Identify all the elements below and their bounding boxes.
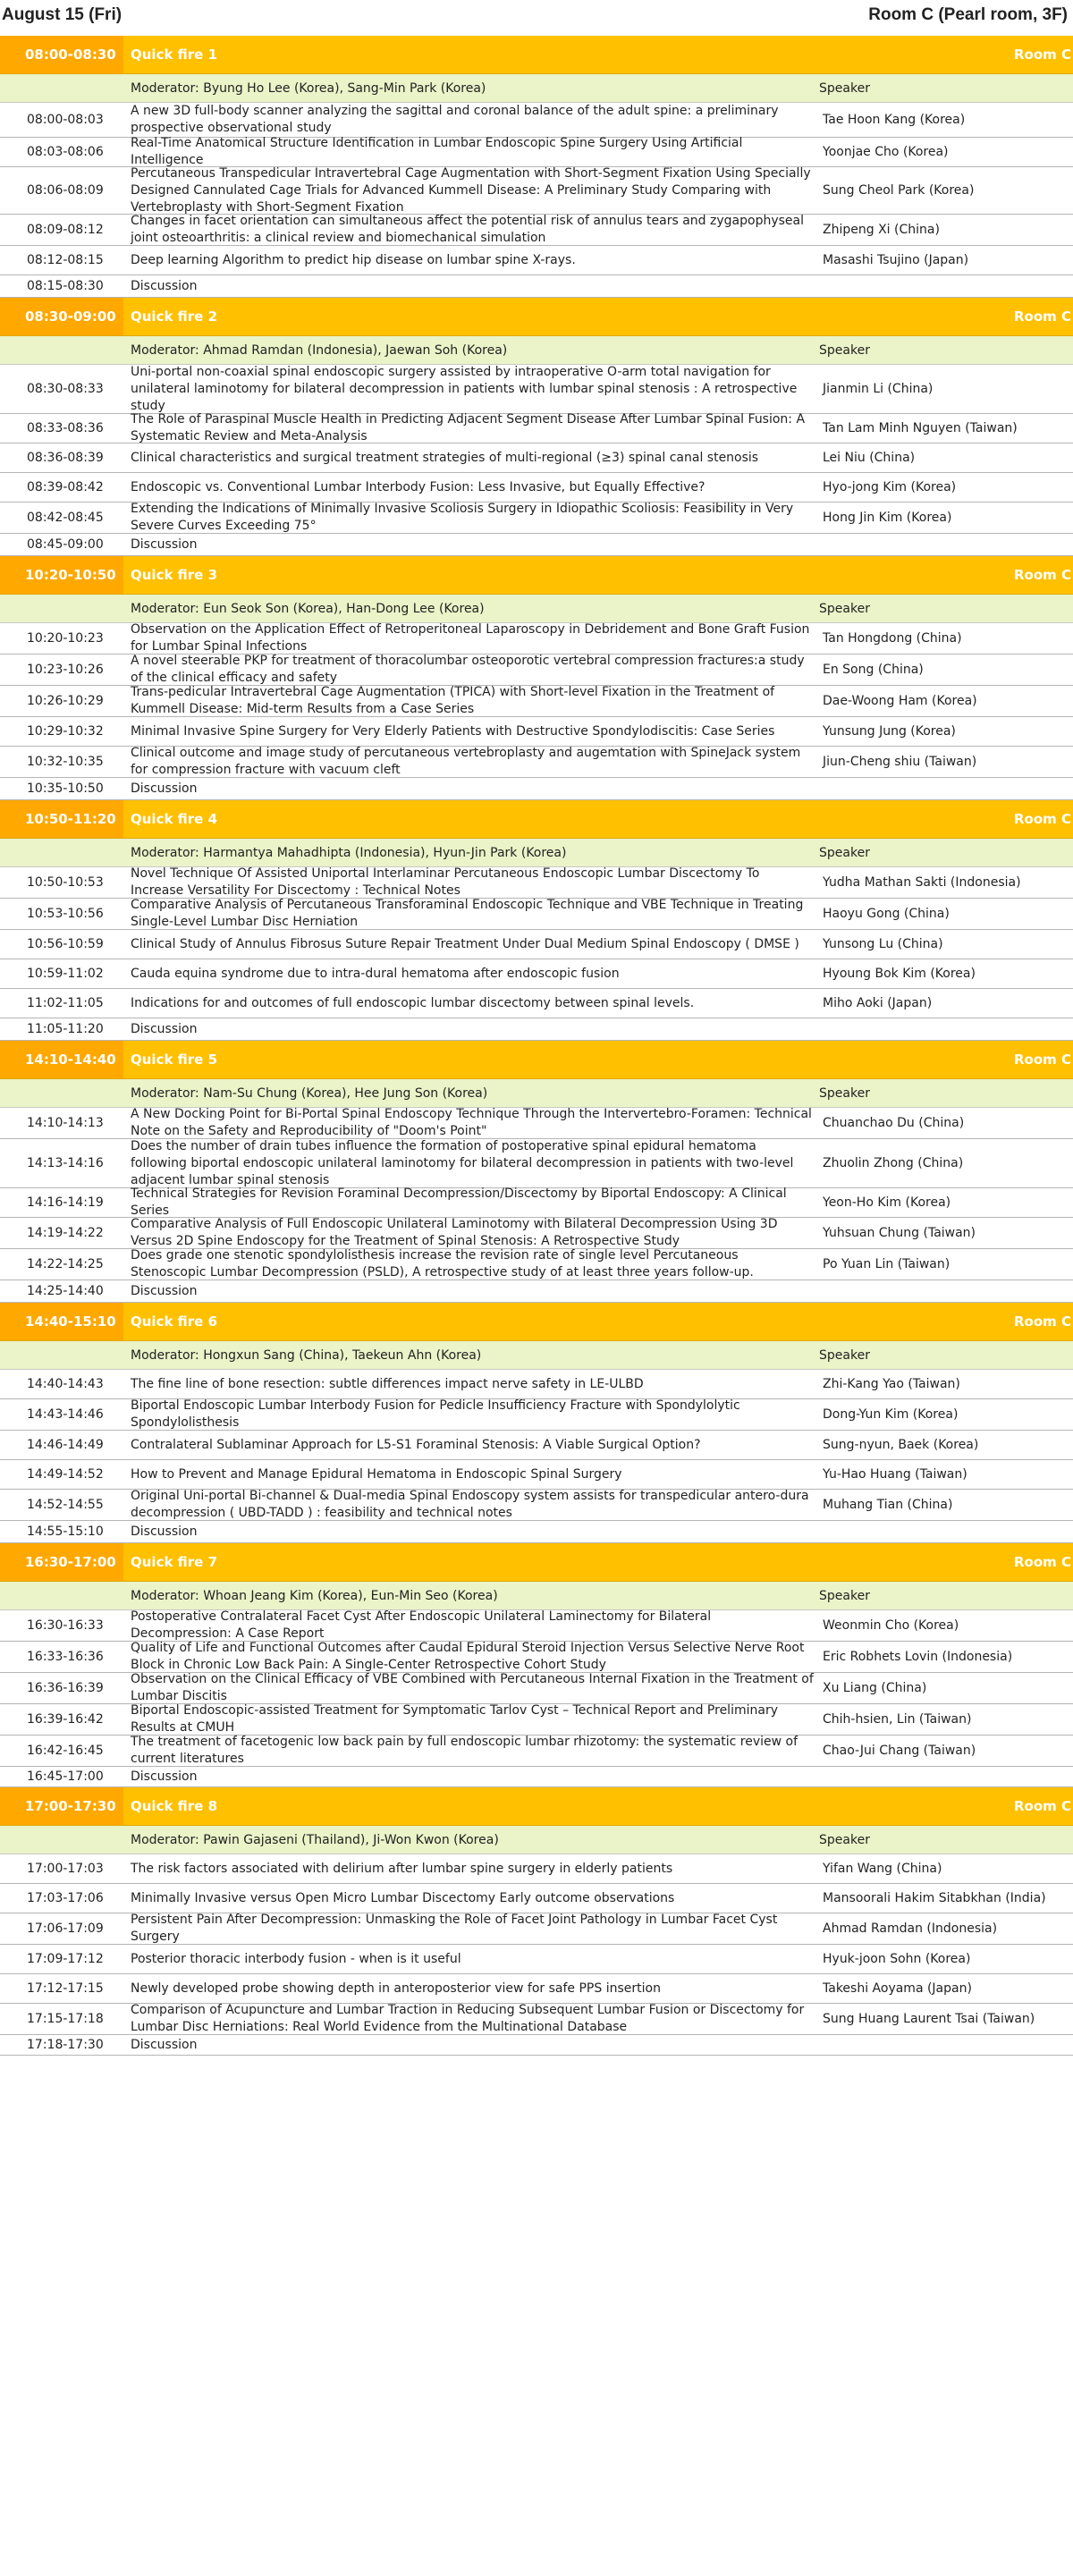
talk-row bbox=[0, 930, 1073, 959]
talk-row bbox=[0, 1431, 1073, 1460]
talk-row bbox=[0, 365, 1073, 414]
talk-title: Observation on the Clinical Efficacy of VBE Combined with Percutaneous Internal Fixation in the Treatment of Lumbar Discitis bbox=[131, 1672, 814, 1703]
discussion-label: Discussion bbox=[131, 1769, 198, 1784]
talk-title: Biportal Endoscopic-assisted Treatment for Symptomatic Tarlov Cyst – Technical Report and Preliminary Results at CMUH bbox=[131, 1703, 778, 1735]
session-title: Quick fire 6 bbox=[131, 1313, 218, 1330]
talk-title: Real-Time Anatomical Structure Identification in Lumbar Endoscopic Spine Surgery Using Artificial Intelligence bbox=[131, 136, 743, 167]
speaker-column-label: Speaker bbox=[819, 1085, 870, 1101]
talk-title: Minimally Invasive versus Open Micro Lumbar Discectomy Early outcome observations bbox=[131, 1890, 675, 1905]
talk-speaker: Xu Liang (China) bbox=[823, 1680, 927, 1695]
discussion-time: 08:15-08:30 bbox=[27, 278, 104, 293]
talk-row bbox=[0, 103, 1073, 138]
moderator-names: Moderator: Hongxun Sang (China), Taekeun Ahn (Korea) bbox=[131, 1347, 482, 1363]
session-block bbox=[0, 298, 1073, 556]
talk-time: 14:13-14:16 bbox=[27, 1155, 104, 1170]
session-time: 08:30-09:00 bbox=[0, 298, 123, 335]
session-block bbox=[0, 1787, 1073, 2056]
talk-title: Clinical Study of Annulus Fibrosus Suture Repair Treatment Under Dual Medium Spinal Endoscopy ( DMSE ) bbox=[131, 936, 799, 951]
talk-speaker: Zhipeng Xi (China) bbox=[823, 222, 940, 237]
talk-time: 17:09-17:12 bbox=[27, 1951, 104, 1966]
talk-time: 16:33-16:36 bbox=[27, 1649, 104, 1664]
talk-title: Comparative Analysis of Percutaneous Transforaminal Endoscopic Technique and VBE Technique in Treating Single-Level Lumbar Disc Herniation bbox=[131, 898, 804, 929]
session-title: Quick fire 7 bbox=[131, 1554, 218, 1570]
talk-title: Deep learning Algorithm to predict hip disease on lumbar spine X-rays. bbox=[131, 252, 576, 267]
discussion-row bbox=[0, 778, 1073, 800]
talk-speaker: Muhang Tian (China) bbox=[823, 1497, 953, 1512]
discussion-label: Discussion bbox=[131, 1524, 198, 1539]
moderator-row bbox=[0, 1826, 1073, 1854]
talk-time: 08:42-08:45 bbox=[27, 510, 104, 525]
discussion-time: 14:55-15:10 bbox=[27, 1524, 104, 1539]
talk-row bbox=[0, 989, 1073, 1018]
talk-speaker: Tae Hoon Kang (Korea) bbox=[823, 112, 966, 127]
talk-title: Newly developed probe showing depth in anteroposterior view for safe PPS insertion bbox=[131, 1981, 661, 1996]
session-time: 14:10-14:40 bbox=[0, 1041, 123, 1078]
program-date: August 15 (Fri) bbox=[2, 5, 123, 24]
discussion-time: 17:18-17:30 bbox=[27, 2037, 104, 2052]
session-block bbox=[0, 1543, 1073, 1787]
moderator-names: Moderator: Pawin Gajaseni (Thailand), Ji-Won Kwon (Korea) bbox=[131, 1832, 499, 1847]
talk-title: Comparison of Acupuncture and Lumbar Traction in Reducing Subsequent Lumbar Fusion or Discectomy for Lumbar Disc Herniations: Real World Evidence from the Multinational Database bbox=[131, 2003, 805, 2034]
discussion-label: Discussion bbox=[131, 1021, 198, 1036]
talk-time: 17:12-17:15 bbox=[27, 1981, 104, 1996]
talk-title: Persistent Pain After Decompression: Unmasking the Role of Facet Joint Pathology in Lumbar Facet Cyst Surgery bbox=[131, 1913, 778, 1944]
talk-row bbox=[0, 215, 1073, 246]
talk-time: 14:52-14:55 bbox=[27, 1497, 104, 1512]
talk-time: 14:22-14:25 bbox=[27, 1256, 104, 1271]
talk-time: 08:36-08:39 bbox=[27, 450, 104, 465]
talk-title: Novel Technique Of Assisted Uniportal Interlaminar Percutaneous Endoscopic Lumbar Discectomy To Increase Versatility For Discectomy : Technical Notes bbox=[131, 866, 760, 898]
speaker-column-label: Speaker bbox=[819, 80, 870, 96]
talk-time: 10:32-10:35 bbox=[27, 754, 104, 769]
talk-title: Clinical characteristics and surgical treatment strategies of multi-regional (≥3) spinal canal stenosis bbox=[131, 450, 759, 465]
talk-time: 16:30-16:33 bbox=[27, 1617, 104, 1633]
page-header bbox=[0, 0, 1073, 36]
session-header bbox=[0, 556, 1073, 595]
talk-row bbox=[0, 959, 1073, 989]
talk-speaker: Masashi Tsujino (Japan) bbox=[823, 252, 969, 267]
talk-speaker: Ahmad Ramdan (Indonesia) bbox=[823, 1921, 998, 1936]
talk-time: 14:43-14:46 bbox=[27, 1406, 104, 1422]
talk-time: 17:03-17:06 bbox=[27, 1890, 104, 1905]
talk-speaker: Yeon-Ho Kim (Korea) bbox=[823, 1195, 951, 1210]
talk-time: 08:06-08:09 bbox=[27, 182, 104, 198]
talk-title: Original Uni-portal Bi-channel & Dual-media Spinal Endoscopy system assists for transpedicular antero-dura decompression ( UBD-TADD ) : feasibility and technical notes bbox=[131, 1489, 809, 1520]
session-title: Quick fire 3 bbox=[131, 567, 218, 583]
talk-time: 17:06-17:09 bbox=[27, 1921, 104, 1936]
talk-time: 14:16-14:19 bbox=[27, 1195, 104, 1210]
talk-time: 17:15-17:18 bbox=[27, 2011, 104, 2026]
talk-speaker: Weonmin Cho (Korea) bbox=[823, 1617, 959, 1633]
talk-row bbox=[0, 686, 1073, 717]
speaker-column-label: Speaker bbox=[819, 342, 870, 358]
talk-time: 14:46-14:49 bbox=[27, 1437, 104, 1452]
talk-time: 16:36-16:39 bbox=[27, 1680, 104, 1695]
talk-title: Clinical outcome and image study of percutaneous vertebroplasty and augemtation with SpineJack system for compression fracture with vacuum cleft bbox=[131, 746, 801, 777]
moderator-row bbox=[0, 1341, 1073, 1370]
talk-row bbox=[0, 1139, 1073, 1188]
session-time: 17:00-17:30 bbox=[0, 1787, 123, 1825]
program-table bbox=[0, 36, 1073, 2056]
talk-row bbox=[0, 623, 1073, 655]
session-room: Room C bbox=[1013, 567, 1071, 583]
talk-row bbox=[0, 1370, 1073, 1399]
session-time: 10:50-11:20 bbox=[0, 800, 123, 838]
talk-speaker: Sung Cheol Park (Korea) bbox=[823, 182, 975, 198]
talk-title: How to Prevent and Manage Epidural Hematoma in Endoscopic Spinal Surgery bbox=[131, 1466, 622, 1482]
talk-speaker: Jianmin Li (China) bbox=[823, 381, 934, 396]
talk-speaker: Hong Jin Kim (Korea) bbox=[823, 510, 952, 525]
session-room: Room C bbox=[1013, 308, 1071, 325]
talk-time: 10:50-10:53 bbox=[27, 874, 104, 890]
talk-row bbox=[0, 1610, 1073, 1642]
moderator-names: Moderator: Nam-Su Chung (Korea), Hee Jung Son (Korea) bbox=[131, 1085, 488, 1101]
talk-speaker: Yunsung Jung (Korea) bbox=[823, 723, 956, 739]
talk-title: The treatment of facetogenic low back pain by full endoscopic lumbar rhizotomy: the systematic review of current literatures bbox=[131, 1735, 798, 1766]
talk-time: 10:53-10:56 bbox=[27, 906, 104, 921]
talk-row bbox=[0, 443, 1073, 473]
talk-title: Quality of Life and Functional Outcomes after Caudal Epidural Steroid Injection Versus Selective Nerve Root Block in Chronic Low Back Pain: A Single-Center Retrospective Cohort Study bbox=[131, 1641, 805, 1672]
moderator-names: Moderator: Eun Seok Son (Korea), Han-Dong Lee (Korea) bbox=[131, 601, 485, 616]
session-time: 08:00-08:30 bbox=[0, 36, 123, 73]
talk-title: Does grade one stenotic spondylolisthesis increase the revision rate of single level Percutaneous Stenoscopic Lumbar Decompression (PSLD), A retrospective study of at least three years follow-up. bbox=[131, 1248, 754, 1280]
talk-row bbox=[0, 1884, 1073, 1913]
session-title: Quick fire 4 bbox=[131, 811, 218, 827]
discussion-label: Discussion bbox=[131, 1283, 198, 1298]
talk-title: Observation on the Application Effect of Retroperitoneal Laparoscopy in Debridement and Bone Graft Fusion for Lumbar Spinal Infections bbox=[131, 622, 810, 654]
program-room: Room C (Pearl room, 3F) bbox=[868, 5, 1068, 24]
talk-speaker: Sung-nyun, Baek (Korea) bbox=[823, 1437, 979, 1452]
talk-time: 17:00-17:03 bbox=[27, 1861, 104, 1876]
session-time: 14:40-15:10 bbox=[0, 1303, 123, 1340]
session-title: Quick fire 1 bbox=[131, 46, 218, 63]
talk-speaker: Eric Robhets Lovin (Indonesia) bbox=[823, 1649, 1013, 1664]
talk-title: Biportal Endoscopic Lumbar Interbody Fusion for Pedicle Insufficiency Fracture with Spondylolytic Spondylolisthesis bbox=[131, 1398, 740, 1430]
session-header bbox=[0, 1787, 1073, 1826]
discussion-row bbox=[0, 534, 1073, 556]
talk-time: 14:10-14:13 bbox=[27, 1115, 104, 1130]
session-header bbox=[0, 800, 1073, 839]
moderator-names: Moderator: Harmantya Mahadhipta (Indonesia), Hyun-Jin Park (Korea) bbox=[131, 845, 567, 860]
talk-speaker: Hyo-jong Kim (Korea) bbox=[823, 479, 957, 494]
talk-row bbox=[0, 655, 1073, 686]
speaker-column-label: Speaker bbox=[819, 845, 870, 860]
moderator-row bbox=[0, 74, 1073, 103]
session-time: 16:30-17:00 bbox=[0, 1543, 123, 1581]
moderator-names: Moderator: Byung Ho Lee (Korea), Sang-Min Park (Korea) bbox=[131, 80, 486, 96]
talk-time: 08:33-08:36 bbox=[27, 420, 104, 435]
moderator-names: Moderator: Whoan Jeang Kim (Korea), Eun-Min Seo (Korea) bbox=[131, 1588, 498, 1603]
talk-row bbox=[0, 1913, 1073, 1945]
talk-time: 10:26-10:29 bbox=[27, 693, 104, 708]
session-room: Room C bbox=[1013, 1052, 1071, 1068]
talk-speaker: Po Yuan Lin (Taiwan) bbox=[823, 1256, 950, 1271]
session-header bbox=[0, 298, 1073, 336]
session-room: Room C bbox=[1013, 1798, 1071, 1814]
talk-row bbox=[0, 1736, 1073, 1767]
talk-row bbox=[0, 1188, 1073, 1218]
talk-speaker: Tan Hongdong (China) bbox=[823, 630, 962, 646]
talk-row bbox=[0, 1945, 1073, 1974]
talk-speaker: Dae-Woong Ham (Korea) bbox=[823, 693, 977, 708]
talk-title: Changes in facet orientation can simultaneous affect the potential risk of annulus tears and zygapophyseal joint osteoarthritis: a clinical review and biomechanical simulation bbox=[131, 214, 804, 245]
discussion-row bbox=[0, 275, 1073, 298]
speaker-column-label: Speaker bbox=[819, 1832, 870, 1847]
talk-title: Does the number of drain tubes influence the formation of postoperative spinal epidural hematoma following biportal endoscopic unilateral laminotomy for bilateral decompression in patients with two-level adjacent lumbar spinal stenosis bbox=[131, 1138, 794, 1187]
talk-speaker: Takeshi Aoyama (Japan) bbox=[823, 1981, 972, 1996]
talk-time: 16:39-16:42 bbox=[27, 1711, 104, 1727]
talk-time: 11:02-11:05 bbox=[27, 995, 104, 1010]
talk-row bbox=[0, 1460, 1073, 1490]
talk-speaker: Chuanchao Du (China) bbox=[823, 1115, 965, 1130]
talk-speaker: Yunsong Lu (China) bbox=[823, 936, 943, 951]
talk-title: Minimal Invasive Spine Surgery for Very Elderly Patients with Destructive Spondylodiscitis: Case Series bbox=[131, 723, 775, 739]
discussion-row bbox=[0, 1280, 1073, 1303]
talk-time: 10:59-11:02 bbox=[27, 966, 104, 981]
talk-time: 10:20-10:23 bbox=[27, 630, 104, 646]
session-block bbox=[0, 800, 1073, 1041]
session-block bbox=[0, 1303, 1073, 1543]
speaker-column-label: Speaker bbox=[819, 1347, 870, 1363]
talk-time: 14:40-14:43 bbox=[27, 1376, 104, 1391]
talk-row bbox=[0, 867, 1073, 899]
talk-row bbox=[0, 1108, 1073, 1139]
talk-speaker: Tan Lam Minh Nguyen (Taiwan) bbox=[823, 420, 1018, 435]
session-room: Room C bbox=[1013, 1313, 1071, 1330]
session-room: Room C bbox=[1013, 46, 1071, 63]
talk-speaker: Zhi-Kang Yao (Taiwan) bbox=[823, 1376, 960, 1391]
talk-title: A New Docking Point for Bi-Portal Spinal Endoscopy Technique Through the Intervertebro-Foramen: Technical Note on the Safety and Reproducibility of "Doom's Point" bbox=[131, 1107, 812, 1138]
talk-row bbox=[0, 138, 1073, 167]
discussion-label: Discussion bbox=[131, 278, 198, 293]
talk-title: Postoperative Contralateral Facet Cyst After Endoscopic Unilateral Laminectomy for Bilateral Decompression: A Case Report bbox=[131, 1609, 712, 1641]
talk-speaker: Yu-Hao Huang (Taiwan) bbox=[823, 1466, 967, 1482]
talk-speaker: Mansoorali Hakim Sitabkhan (India) bbox=[823, 1890, 1046, 1905]
discussion-time: 14:25-14:40 bbox=[27, 1283, 104, 1298]
talk-speaker: Yoonjae Cho (Korea) bbox=[823, 144, 949, 159]
moderator-row bbox=[0, 595, 1073, 623]
moderator-row bbox=[0, 1079, 1073, 1108]
talk-row bbox=[0, 1642, 1073, 1673]
talk-row bbox=[0, 414, 1073, 443]
talk-speaker: Hyuk-joon Sohn (Korea) bbox=[823, 1951, 971, 1966]
talk-row bbox=[0, 717, 1073, 747]
talk-time: 14:19-14:22 bbox=[27, 1225, 104, 1240]
talk-row bbox=[0, 1490, 1073, 1521]
session-header bbox=[0, 1303, 1073, 1341]
moderator-row bbox=[0, 336, 1073, 365]
talk-title: Contralateral Sublaminar Approach for L5-S1 Foraminal Stenosis: A Viable Surgical Option? bbox=[131, 1437, 701, 1452]
session-header bbox=[0, 1543, 1073, 1582]
talk-time: 08:30-08:33 bbox=[27, 381, 104, 396]
session-header bbox=[0, 1041, 1073, 1079]
talk-time: 10:56-10:59 bbox=[27, 936, 104, 951]
talk-speaker: Dong-Yun Kim (Korea) bbox=[823, 1406, 959, 1422]
talk-row bbox=[0, 473, 1073, 503]
discussion-row bbox=[0, 1521, 1073, 1543]
talk-speaker: Yuhsuan Chung (Taiwan) bbox=[823, 1225, 976, 1240]
discussion-time: 11:05-11:20 bbox=[27, 1021, 104, 1036]
talk-time: 10:23-10:26 bbox=[27, 662, 104, 677]
talk-speaker: Miho Aoki (Japan) bbox=[823, 995, 933, 1010]
discussion-row bbox=[0, 2035, 1073, 2056]
talk-time: 08:00-08:03 bbox=[27, 112, 104, 127]
discussion-row bbox=[0, 1018, 1073, 1041]
talk-time: 08:12-08:15 bbox=[27, 252, 104, 267]
talk-title: The fine line of bone resection: subtle differences impact nerve safety in LE-ULBD bbox=[131, 1376, 644, 1391]
discussion-label: Discussion bbox=[131, 781, 198, 796]
talk-row bbox=[0, 1249, 1073, 1280]
talk-speaker: Chao-Jui Chang (Taiwan) bbox=[823, 1743, 976, 1758]
discussion-time: 10:35-10:50 bbox=[27, 781, 104, 796]
session-block bbox=[0, 556, 1073, 800]
talk-time: 08:03-08:06 bbox=[27, 144, 104, 159]
session-room: Room C bbox=[1013, 1554, 1071, 1570]
talk-title: Posterior thoracic interbody fusion - when is it useful bbox=[131, 1951, 461, 1966]
discussion-time: 16:45-17:00 bbox=[27, 1769, 104, 1784]
session-title: Quick fire 8 bbox=[131, 1798, 218, 1814]
talk-title: Indications for and outcomes of full endoscopic lumbar discectomy between spinal levels. bbox=[131, 995, 695, 1010]
talk-time: 14:49-14:52 bbox=[27, 1466, 104, 1482]
talk-row bbox=[0, 2004, 1073, 2035]
discussion-row bbox=[0, 1767, 1073, 1787]
talk-row bbox=[0, 1673, 1073, 1704]
talk-row bbox=[0, 1854, 1073, 1884]
talk-speaker: Hyoung Bok Kim (Korea) bbox=[823, 966, 976, 981]
talk-title: A new 3D full-body scanner analyzing the sagittal and coronal balance of the adult spine: a preliminary prospective observational study bbox=[131, 104, 779, 135]
moderator-row bbox=[0, 839, 1073, 867]
speaker-column-label: Speaker bbox=[819, 601, 870, 616]
talk-speaker: Lei Niu (China) bbox=[823, 450, 916, 465]
talk-row bbox=[0, 246, 1073, 275]
talk-title: Uni-portal non-coaxial spinal endoscopic surgery assisted by intraoperative O-arm total navigation for unilateral laminotomy for bilateral decompression in patients with lumbar spinal stenosis : A retrospective study bbox=[131, 364, 798, 413]
talk-title: Cauda equina syndrome due to intra-dural hematoma after endoscopic fusion bbox=[131, 966, 620, 981]
talk-row bbox=[0, 1704, 1073, 1736]
session-time: 10:20-10:50 bbox=[0, 556, 123, 594]
session-block bbox=[0, 1041, 1073, 1303]
talk-time: 08:09-08:12 bbox=[27, 222, 104, 237]
talk-speaker: Yifan Wang (China) bbox=[823, 1861, 942, 1876]
session-header bbox=[0, 36, 1073, 74]
talk-title: Percutaneous Transpedicular Intravertebral Cage Augmentation with Short-Segment Fixation Using Specially Designed Cannulated Cage Trials for Advanced Kummell Disease: A Preliminary Study Comparing with Vertebroplasty with Short-Segment Fixation bbox=[131, 165, 811, 215]
talk-row bbox=[0, 1218, 1073, 1249]
talk-row bbox=[0, 747, 1073, 778]
discussion-label: Discussion bbox=[131, 536, 198, 552]
talk-speaker: Yudha Mathan Sakti (Indonesia) bbox=[823, 874, 1021, 890]
talk-title: The risk factors associated with delirium after lumbar spine surgery in elderly patients bbox=[131, 1861, 673, 1876]
talk-speaker: En Song (China) bbox=[823, 662, 924, 677]
talk-title: Endoscopic vs. Conventional Lumbar Interbody Fusion: Less Invasive, but Equally Effective? bbox=[131, 479, 705, 494]
session-title: Quick fire 2 bbox=[131, 308, 218, 325]
talk-speaker: Haoyu Gong (China) bbox=[823, 906, 950, 921]
talk-row bbox=[0, 899, 1073, 930]
talk-time: 10:29-10:32 bbox=[27, 723, 104, 739]
session-title: Quick fire 5 bbox=[131, 1052, 218, 1068]
talk-title: Technical Strategies for Revision Foraminal Decompression/Discectomy by Biportal Endoscopy: A Clinical Series bbox=[131, 1187, 787, 1218]
talk-speaker: Jiun-Cheng shiu (Taiwan) bbox=[823, 754, 977, 769]
session-room: Room C bbox=[1013, 811, 1071, 827]
speaker-column-label: Speaker bbox=[819, 1588, 870, 1603]
talk-speaker: Chih-hsien, Lin (Taiwan) bbox=[823, 1711, 972, 1727]
talk-title: The Role of Paraspinal Muscle Health in Predicting Adjacent Segment Disease After Lumbar Spinal Fusion: A Systematic Review and Meta-Analysis bbox=[131, 412, 806, 443]
moderator-row bbox=[0, 1582, 1073, 1610]
talk-row bbox=[0, 503, 1073, 534]
talk-title: Comparative Analysis of Full Endoscopic Unilateral Laminotomy with Bilateral Decompression Using 3D Versus 2D Spine Endoscopy for the Treatment of Spinal Stenosis: A Retrospective Study bbox=[131, 1217, 778, 1248]
talk-row bbox=[0, 1399, 1073, 1431]
talk-row bbox=[0, 167, 1073, 215]
talk-row bbox=[0, 1974, 1073, 2004]
talk-speaker: Sung Huang Laurent Tsai (Taiwan) bbox=[823, 2011, 1035, 2026]
talk-title: A novel steerable PKP for treatment of thoracolumbar osteoporotic vertebral compression fractures:a study of the clinical efficacy and safety bbox=[131, 654, 805, 685]
discussion-time: 08:45-09:00 bbox=[27, 536, 104, 552]
talk-title: Trans-pedicular Intravertebral Cage Augmentation (TPICA) with Short-level Fixation in the Treatment of Kummell Disease: Mid-term Results from a Case Series bbox=[131, 685, 775, 716]
session-block bbox=[0, 36, 1073, 298]
talk-speaker: Zhuolin Zhong (China) bbox=[823, 1155, 964, 1170]
talk-title: Extending the Indications of Minimally Invasive Scoliosis Surgery in Idiopathic Scoliosis: Feasibility in Very Severe Curves Exceeding 75° bbox=[131, 502, 794, 533]
talk-time: 08:39-08:42 bbox=[27, 479, 104, 494]
talk-time: 16:42-16:45 bbox=[27, 1743, 104, 1758]
discussion-label: Discussion bbox=[131, 2037, 198, 2052]
moderator-names: Moderator: Ahmad Ramdan (Indonesia), Jaewan Soh (Korea) bbox=[131, 342, 508, 358]
